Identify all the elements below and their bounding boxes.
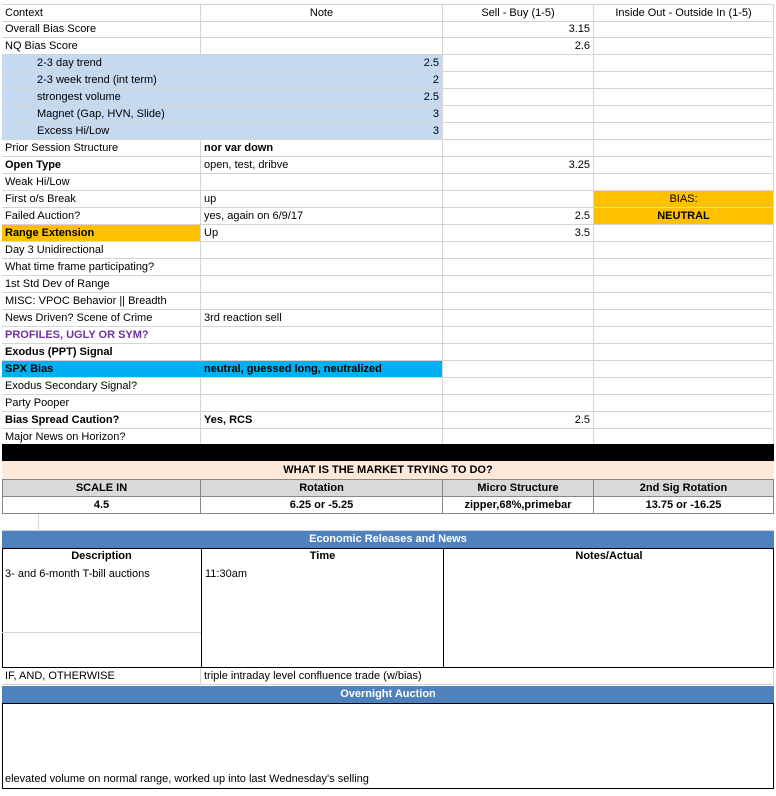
row-note[interactable]: nor var down [201,140,443,157]
row-extra[interactable] [594,242,774,259]
row-score[interactable] [443,293,594,310]
market-header-micro-structure[interactable]: Micro Structure [443,480,594,497]
table-row [2,395,774,412]
table-row [2,293,774,310]
table-row [2,38,774,55]
row-label[interactable]: PROFILES, UGLY OR SYM? [2,327,201,344]
market-title[interactable]: WHAT IS THE MARKET TRYING TO DO? [2,461,774,480]
row-note[interactable] [201,259,443,276]
row-score[interactable] [443,242,594,259]
row-score[interactable] [443,174,594,191]
row-note[interactable] [201,21,443,38]
table-row [2,55,774,72]
row-extra[interactable] [594,361,774,378]
market-value-rotation[interactable]: 6.25 or -5.25 [201,497,443,514]
market-value-2nd-sig-rotation[interactable]: 13.75 or -16.25 [594,497,774,514]
row-extra[interactable] [594,89,774,106]
row-score[interactable] [443,123,594,140]
gridline [38,514,39,531]
row-note[interactable]: 3rd reaction sell [201,310,443,327]
econ-divider [443,548,444,668]
row-extra[interactable] [594,412,774,429]
table-row [2,242,774,259]
row-label[interactable]: Exodus Secondary Signal? [2,378,201,395]
table-row [2,89,774,106]
table-row [2,157,774,174]
black-separator [2,444,774,461]
row-extra[interactable] [594,225,774,242]
row-score[interactable] [443,276,594,293]
market-header-scale-in[interactable]: SCALE IN [2,480,201,497]
market-value-micro-structure[interactable]: zipper,68%,primebar [443,497,594,514]
market-header-2nd-sig-rotation[interactable]: 2nd Sig Rotation [594,480,774,497]
row-label[interactable]: 1st Std Dev of Range [2,276,201,293]
row-label[interactable]: Excess Hi/Low [2,123,201,140]
row-score[interactable]: 2.5 [443,208,594,225]
row-extra[interactable] [594,276,774,293]
table-row [2,327,774,344]
row-extra[interactable] [594,157,774,174]
if-note[interactable]: triple intraday level confluence trade (w/bias) [201,668,774,685]
table-row [2,310,774,327]
row-score[interactable]: 2.6 [443,38,594,55]
table-row [2,378,774,395]
table-row [2,225,774,242]
bias-label[interactable]: BIAS: [594,191,774,208]
row-extra[interactable] [594,123,774,140]
table-row [2,361,774,378]
table-row [2,123,774,140]
market-value-scale-in[interactable]: 4.5 [2,497,201,514]
row-note[interactable] [201,378,443,395]
row-note[interactable] [201,242,443,259]
row-score[interactable] [443,259,594,276]
if-row [2,668,774,685]
header-note[interactable]: Note [201,5,443,22]
row-score[interactable] [443,191,594,208]
econ-header-time[interactable]: Time [309,550,336,562]
row-label[interactable]: Day 3 Unidirectional [2,242,201,259]
row-label[interactable]: 2-3 day trend [2,55,201,72]
row-label[interactable]: Party Pooper [2,395,201,412]
row-label[interactable]: Weak Hi/Low [2,174,201,191]
table-row [2,429,774,444]
header-sell-buy[interactable]: Sell - Buy (1-5) [443,5,594,22]
row-label[interactable]: Overall Bias Score [2,21,201,38]
row-label[interactable]: strongest volume [2,89,201,106]
row-extra[interactable] [594,106,774,123]
row-label[interactable]: Bias Spread Caution? [2,412,201,429]
econ-header-notes[interactable]: Notes/Actual [575,550,643,562]
row-score[interactable]: 2.5 [443,412,594,429]
market-value-row [2,497,774,514]
row-score[interactable]: 3.25 [443,157,594,174]
row-extra[interactable] [594,21,774,38]
row-label[interactable]: Failed Auction? [2,208,201,225]
gridline [2,632,201,633]
row-label[interactable]: What time frame participating? [2,259,201,276]
row-note[interactable]: up [201,191,443,208]
row-label[interactable]: Magnet (Gap, HVN, Slide) [2,106,201,123]
row-extra[interactable] [594,344,774,361]
econ-divider [201,548,202,668]
row-label[interactable]: Exodus (PPT) Signal [2,344,201,361]
row-extra[interactable] [594,293,774,310]
row-score[interactable]: 3.15 [443,21,594,38]
row-label[interactable]: Prior Session Structure [2,140,201,157]
row-score[interactable] [443,140,594,157]
row-label[interactable]: 2-3 week trend (int term) [2,72,201,89]
row-extra[interactable] [594,259,774,276]
table-row [2,191,774,208]
table-row [2,276,774,293]
row-score[interactable] [443,55,594,72]
row-extra[interactable] [594,72,774,89]
row-label[interactable]: MISC: VPOC Behavior || Breadth [2,293,201,310]
row-extra[interactable] [594,55,774,72]
table-row [2,106,774,123]
market-header-rotation[interactable]: Rotation [201,480,443,497]
row-extra[interactable] [594,327,774,344]
table-row [2,259,774,276]
row-note[interactable] [201,327,443,344]
row-extra[interactable] [594,395,774,412]
row-note[interactable]: Up [201,225,443,242]
row-score[interactable] [443,361,594,378]
row-extra[interactable] [594,310,774,327]
row-score[interactable] [443,378,594,395]
table-row [2,174,774,191]
row-note[interactable] [201,174,443,191]
row-label[interactable]: Range Extension [2,225,201,242]
if-label[interactable]: IF, AND, OTHERWISE [2,668,201,685]
row-score[interactable] [443,89,594,106]
econ-header-description[interactable]: Description [71,550,132,562]
header-row [2,4,774,22]
row-note[interactable]: neutral, guessed long, neutralized [201,361,443,378]
row-score[interactable] [443,72,594,89]
row-note[interactable]: 3 [201,123,443,140]
row-note[interactable] [201,395,443,412]
bias-value[interactable]: NEUTRAL [594,208,774,225]
row-label[interactable]: Open Type [2,157,201,174]
row-label[interactable]: NQ Bias Score [2,38,201,55]
row-score[interactable] [443,310,594,327]
row-extra[interactable] [594,378,774,395]
row-extra[interactable] [594,140,774,157]
row-score[interactable] [443,106,594,123]
econ-description[interactable]: 3- and 6-month T-bill auctions [5,568,150,580]
row-label[interactable]: News Driven? Scene of Crime [2,310,201,327]
overnight-text[interactable]: elevated volume on normal range, worked up into last Wednesday's selling [5,773,369,785]
econ-time[interactable]: 11:30am [205,568,247,580]
row-note[interactable]: Yes, RCS [201,412,443,429]
table-row [2,140,774,157]
market-header-row [2,480,774,497]
row-score[interactable]: 3.5 [443,225,594,242]
table-row [2,72,774,89]
row-note[interactable] [201,293,443,310]
row-score[interactable] [443,344,594,361]
row-note[interactable]: open, test, dribve [201,157,443,174]
row-note[interactable] [201,38,443,55]
row-note[interactable]: 3 [201,106,443,123]
econ-notes[interactable] [447,566,771,583]
table-row [2,21,774,38]
row-note[interactable] [201,276,443,293]
row-score[interactable] [443,395,594,412]
row-note[interactable]: 2.5 [201,89,443,106]
row-note[interactable]: yes, again on 6/9/17 [201,208,443,225]
row-label[interactable]: Major News on Horizon? [2,429,201,446]
row-score[interactable] [443,327,594,344]
row-note[interactable] [201,344,443,361]
econ-title[interactable]: Economic Releases and News [2,531,774,548]
table-row [2,208,774,225]
row-note[interactable]: 2 [201,72,443,89]
table-row [2,412,774,429]
row-note[interactable]: 2.5 [201,55,443,72]
header-context[interactable]: Context [2,5,201,22]
overnight-title[interactable]: Overnight Auction [2,686,774,703]
header-inside-out[interactable]: Inside Out - Outside In (1-5) [594,5,774,22]
row-label[interactable]: SPX Bias [2,361,201,378]
table-row [2,344,774,361]
row-extra[interactable] [594,174,774,191]
row-extra[interactable] [594,38,774,55]
row-label[interactable]: First o/s Break [2,191,201,208]
